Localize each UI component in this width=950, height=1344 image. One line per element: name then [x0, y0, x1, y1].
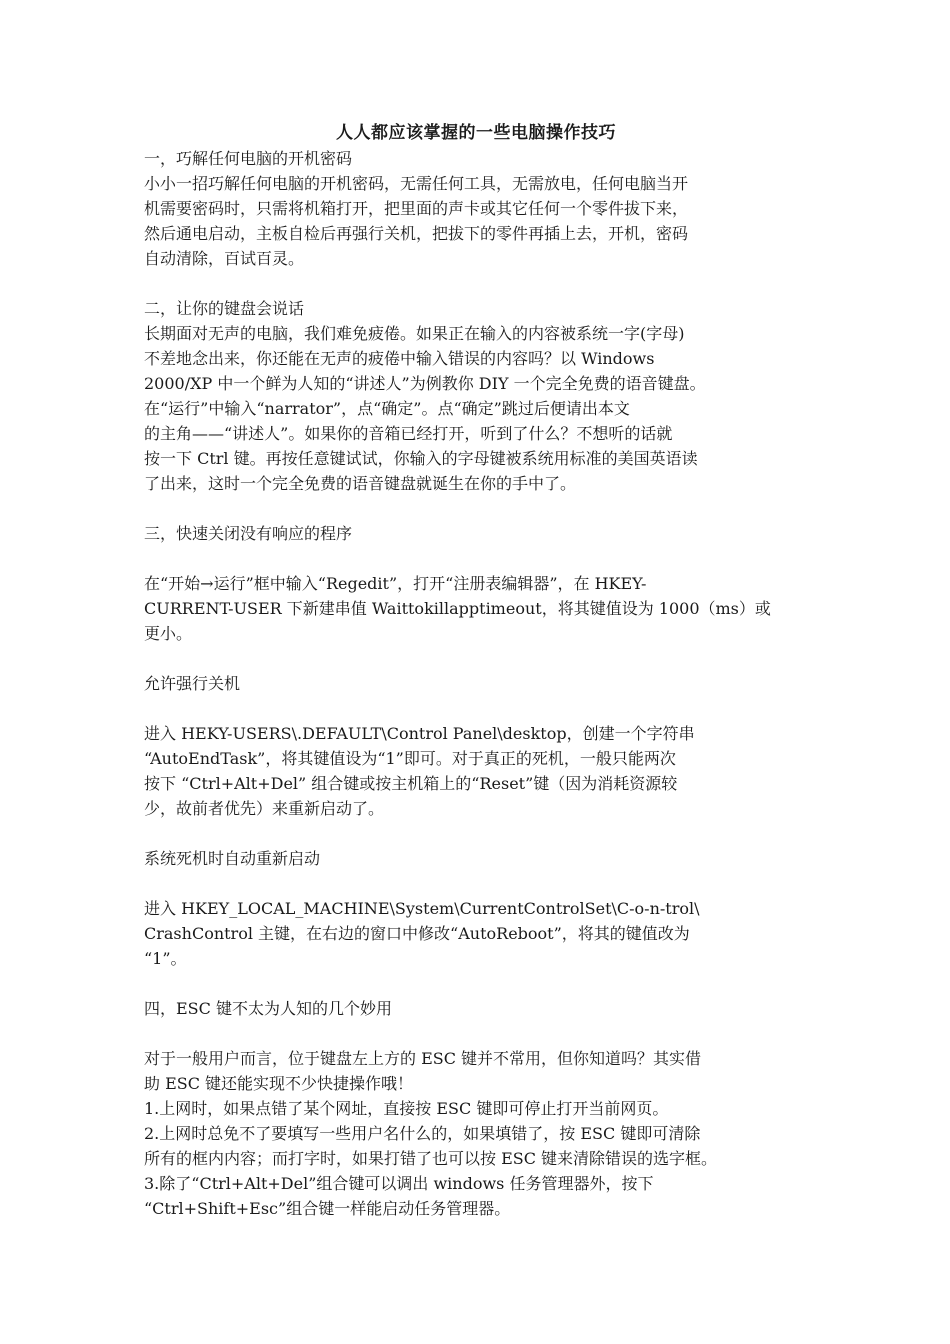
text-line: 三，快速关闭没有响应的程序	[144, 524, 353, 543]
blank-line	[144, 546, 808, 571]
text-line: 长期面对无声的电脑，我们难免疲倦。如果正在输入的内容被系统一字(字母)	[144, 324, 685, 343]
text-line: 了出来，这时一个完全免费的语音键盘就诞生在你的手中了。	[144, 474, 577, 493]
text-line: 所有的框内内容；而打字时，如果打错了也可以按 ESC 键来清除错误的选字框。	[144, 1149, 718, 1168]
text-line: 对于一般用户而言，位于键盘左上方的 ESC 键并不常用，但你知道吗？其实借	[144, 1049, 702, 1068]
blank-line	[144, 1021, 808, 1046]
text-line: CrashControl 主键，在右边的窗口中修改“AutoReboot”，将其的键值改为	[144, 924, 690, 943]
text-line: 按一下 Ctrl 键。再按任意键试试，你输入的字母键被系统用标准的美国英语读	[144, 449, 698, 468]
blank-line	[144, 271, 808, 296]
text-line: 一，巧解任何电脑的开机密码	[144, 149, 353, 168]
blank-line	[144, 496, 808, 521]
text-line: 更小。	[144, 624, 193, 643]
text-line: 允许强行关机	[144, 674, 241, 693]
text-line: 的主角——“讲述人”。如果你的音箱已经打开，听到了什么？不想听的话就	[144, 424, 673, 443]
text-line: 2.上网时总免不了要填写一些用户名什么的，如果填错了，按 ESC 键即可清除	[144, 1124, 701, 1143]
text-line: “1”。	[144, 949, 187, 968]
document-body	[144, 146, 808, 1221]
text-line: 机需要密码时，只需将机箱打开，把里面的声卡或其它任何一个零件拔下来，	[144, 199, 689, 218]
text-line: 2000/XP 中一个鲜为人知的“讲述人”为例教你 DIY 一个完全免费的语音键盘。	[144, 374, 706, 393]
text-line: 进入 HEKY-USERS\.DEFAULT\Control Panel\desktop，创建一个字符串	[144, 724, 695, 743]
blank-line	[144, 696, 808, 721]
text-line: 不差地念出来，你还能在无声的疲倦中输入错误的内容吗？以 Windows	[144, 349, 655, 368]
text-line: 进入 HKEY_LOCAL_MACHINE\System\CurrentControlSet\C-o-n-trol\	[144, 899, 700, 918]
blank-line	[144, 821, 808, 846]
text-line: 然后通电启动，主板自检后再强行关机，把拔下的零件再插上去，开机，密码	[144, 224, 689, 243]
text-line: 四，ESC 键不太为人知的几个妙用	[144, 999, 392, 1018]
text-line: 系统死机时自动重新启动	[144, 849, 321, 868]
text-line: CURRENT-USER 下新建串值 Waittokillapptimeout，将其键值设为 1000（ms）或	[144, 599, 771, 618]
text-line: 二，让你的键盘会说话	[144, 299, 305, 318]
text-line: 1.上网时，如果点错了某个网址，直接按 ESC 键即可停止打开当前网页。	[144, 1099, 669, 1118]
text-line: 按下 “Ctrl+Alt+Del” 组合键或按主机箱上的“Reset”键（因为消耗资源较	[144, 774, 678, 793]
text-line: “Ctrl+Shift+Esc”组合键一样能启动任务管理器。	[144, 1199, 511, 1218]
text-line: 3.除了“Ctrl+Alt+Del”组合键可以调出 windows 任务管理器外，按下	[144, 1174, 654, 1193]
text-line: 在“开始→运行”框中输入“Regedit”，打开“注册表编辑器”，在 HKEY-	[144, 574, 647, 593]
text-line: 少，故前者优先）来重新启动了。	[144, 799, 385, 818]
text-line: 助 ESC 键还能实现不少快捷操作哦！	[144, 1074, 414, 1093]
blank-line	[144, 871, 808, 896]
blank-line	[144, 646, 808, 671]
text-line: “AutoEndTask”，将其键值设为“1”即可。对于真正的死机，一般只能两次	[144, 749, 676, 768]
text-line: 在“运行”中输入“narrator”，点“确定”。点“确定”跳过后便请出本文	[144, 399, 630, 418]
document-title: 人人都应该掌握的一些电脑操作技巧	[336, 123, 616, 143]
text-line: 小小一招巧解任何电脑的开机密码，无需任何工具，无需放电，任何电脑当开	[144, 174, 689, 193]
document-page	[144, 120, 808, 1221]
text-line: 自动清除，百试百灵。	[144, 249, 305, 268]
blank-line	[144, 971, 808, 996]
